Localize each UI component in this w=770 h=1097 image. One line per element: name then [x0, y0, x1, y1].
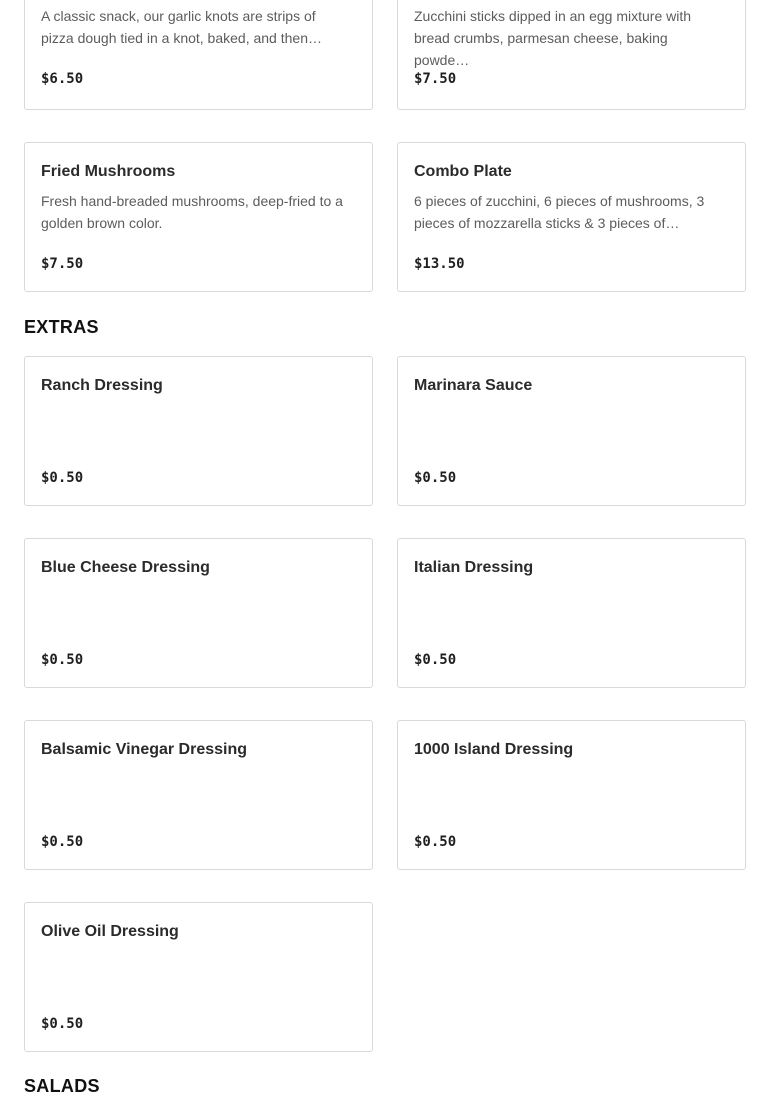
- menu-item-card[interactable]: [397, 356, 746, 506]
- menu-item-description: 6 pieces of zucchini, 6 pieces of mushrooms, 3 pieces of mozzarella sticks & 3 pieces of…: [414, 193, 705, 231]
- menu-item-price: $0.50: [414, 652, 457, 668]
- menu-item-card[interactable]: [397, 0, 746, 110]
- menu-item-card[interactable]: [24, 720, 373, 870]
- menu-item-card[interactable]: [397, 538, 746, 688]
- menu-item-card[interactable]: [397, 720, 746, 870]
- menu-item-card[interactable]: [24, 142, 373, 292]
- menu-item-description: Zucchini sticks dipped in an egg mixture with bread crumbs, parmesan cheese, baking powde…: [414, 8, 692, 68]
- menu-item-price: $7.50: [41, 256, 84, 272]
- menu-item-card[interactable]: [24, 0, 373, 110]
- section-heading-salads: SALADS: [24, 1076, 100, 1096]
- menu-item-price: $13.50: [414, 256, 465, 272]
- menu-item-price: $0.50: [41, 470, 84, 486]
- menu-item-card[interactable]: [397, 142, 746, 292]
- menu-item-name: Ranch Dressing: [41, 377, 163, 394]
- menu-item-card[interactable]: [24, 356, 373, 506]
- menu-item-price: $0.50: [41, 652, 84, 668]
- menu-item-name: Marinara Sauce: [414, 377, 533, 394]
- menu-item-name: 1000 Island Dressing: [414, 741, 574, 758]
- menu-item-name: Blue Cheese Dressing: [41, 559, 210, 576]
- menu-item-price: $7.50: [414, 71, 457, 87]
- menu-item-name: Combo Plate: [414, 163, 512, 180]
- menu-item-price: $0.50: [414, 834, 457, 850]
- menu-item-price: $6.50: [41, 71, 84, 87]
- menu-item-description: A classic snack, our garlic knots are strips of pizza dough tied in a knot, baked, and then…: [41, 8, 322, 46]
- menu-item-name: Balsamic Vinegar Dressing: [41, 741, 248, 758]
- menu-item-name: Italian Dressing: [414, 559, 534, 576]
- menu-item-price: $0.50: [41, 834, 84, 850]
- menu-item-name: Fried Mushrooms: [41, 163, 176, 180]
- menu-item-description: Fresh hand-breaded mushrooms, deep-fried to a golden brown color.: [41, 193, 343, 231]
- menu-item-card[interactable]: [24, 902, 373, 1052]
- menu-item-name: Olive Oil Dressing: [41, 923, 179, 940]
- section-heading-extras: EXTRAS: [24, 317, 99, 337]
- menu-item-price: $0.50: [41, 1016, 84, 1032]
- menu-item-price: $0.50: [414, 470, 457, 486]
- menu-item-card[interactable]: [24, 538, 373, 688]
